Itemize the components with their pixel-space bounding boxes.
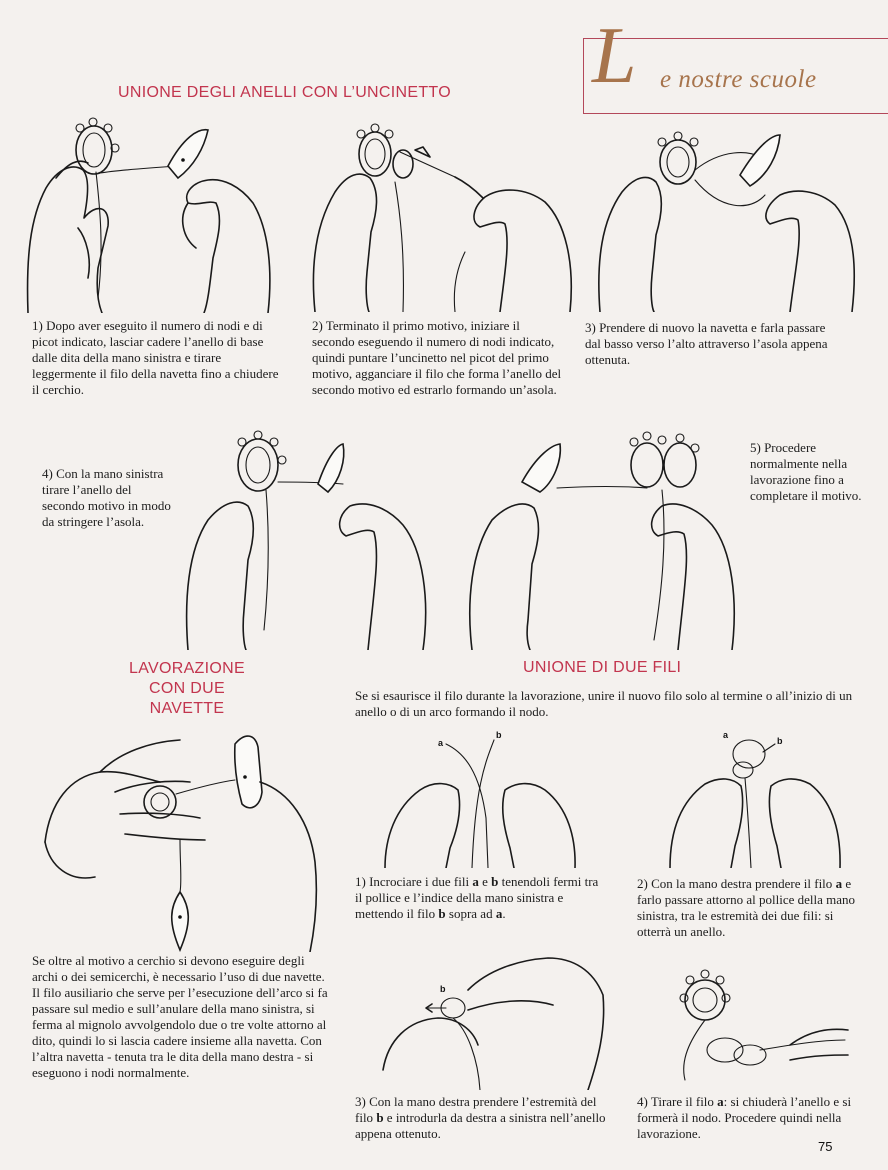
two-shuttles-text: Se oltre al motivo a cerchio si devono eseguire degli archi o dei semicerchi, è necessario l’uso di due navette. Il filo ausiliario che serve per l’esecuzione dell’arco si fa passare sul medio e sull’anulare della mano sinistra, si ferma al mignolo avvolgendolo due o tre volte attorno al dito, quindi lo si lascia cadere insieme alla navetta. Con l’altra navetta - tenuta tra le dita della mano destra - si eseguono i nodi normalmente. (32, 953, 328, 1080)
series-title: e nostre scuole (660, 66, 817, 93)
text-run: e introdurla da destra a sinistra nell’anello appena ottenuto. (355, 1110, 606, 1141)
section-title-due-navette (112, 659, 262, 719)
bold-run: b (491, 874, 499, 889)
illustration-join-step-4 (650, 960, 850, 1090)
text-run: sopra ad (445, 906, 496, 921)
step-3-text: 3) Prendere di nuovo la navetta e farla passare dal basso verso l’alto attraverso l’asola appena ottenuta. (585, 320, 828, 367)
join-step-4-text (637, 1094, 869, 1142)
join-step-2-text (637, 876, 867, 940)
thread-label-b: b (496, 730, 502, 740)
text-run: . (502, 906, 506, 921)
page-number: 75 (818, 1139, 833, 1154)
text-run: e (478, 874, 492, 889)
step-5-text: 5) Procedere normalmente nella lavorazione fino a completare il motivo. (750, 440, 862, 503)
illustration-step-4 (178, 420, 433, 650)
illustration-step-1 (18, 108, 278, 313)
bold-run: b (438, 906, 446, 921)
text-run: 1) Incrociare i due fili (355, 874, 473, 889)
illustration-join-step-2 (665, 722, 845, 868)
text-run: tenendoli fermi tra il pollice e l’indice della mano sinistra e mettendo il filo (355, 874, 599, 921)
section-title-line-1: LAVORAZIONE (129, 660, 245, 677)
text-run: 4) Tirare il filo (637, 1094, 718, 1109)
join-threads-intro: Se si esaurisce il filo durante la lavorazione, unire il nuovo filo solo al termine o all’inizio di un anello o di un arco formando il nodo. (355, 688, 853, 719)
illustration-join-step-1 (380, 728, 580, 868)
join-step-3-text (355, 1094, 613, 1142)
section-title-due-fili: UNIONE DI DUE FILI (523, 659, 682, 676)
text-run: : si chiuderà l’anello e si formerà il nodo. Procedere quindi nella lavorazione. (637, 1094, 852, 1141)
illustration-two-shuttles (40, 722, 330, 952)
thread-label-a: a (723, 730, 729, 740)
bold-run: a (495, 906, 503, 921)
bold-run: b (376, 1110, 384, 1125)
text-run: 3) Con la mano destra prendere l’estremità del filo (355, 1094, 597, 1125)
thread-label-b: b (777, 736, 783, 746)
step-1-text: 1) Dopo aver eseguito il numero di nodi e di picot indicato, lasciar cadere l’anello di base dalle dita della mano sinistra e tirare leggermente il filo della navetta fino a chiudere il cerchio. (32, 318, 279, 397)
illustration-step-3 (590, 120, 862, 312)
text-run: e farlo passare attorno al pollice della mano sinistra, tra le estremità dei due fili: si otterrà un anello. (637, 876, 856, 939)
bold-run: a (717, 1094, 724, 1109)
illustration-step-2 (305, 112, 580, 312)
bold-run: a (835, 876, 843, 891)
thread-label-a: a (438, 738, 444, 748)
illustration-join-step-3 (378, 950, 608, 1090)
thread-label-b: b (440, 984, 446, 994)
section-title-line-2: CON DUE NAVETTE (149, 680, 225, 717)
bold-run: a (472, 874, 479, 889)
step-4-text: 4) Con la mano sinistra tirare l’anello del secondo motivo in modo da stringere l’asola. (42, 466, 171, 529)
join-step-1-text (355, 874, 605, 922)
text-run: 2) Con la mano destra prendere il filo (637, 876, 836, 891)
step-2-text: 2) Terminato il primo motivo, iniziare il secondo eseguendo il numero di nodi indicato, quindi puntare l’uncinetto nel picot del primo motivo, agganciare il filo che forma l’anello del secondo motivo ed estrarlo formando un’asola. (312, 318, 562, 397)
series-title-initial: L (592, 12, 637, 100)
section-title-uncinetto: UNIONE DEGLI ANELLI CON L’UNCINETTO (118, 84, 451, 101)
illustration-step-5 (462, 420, 742, 650)
